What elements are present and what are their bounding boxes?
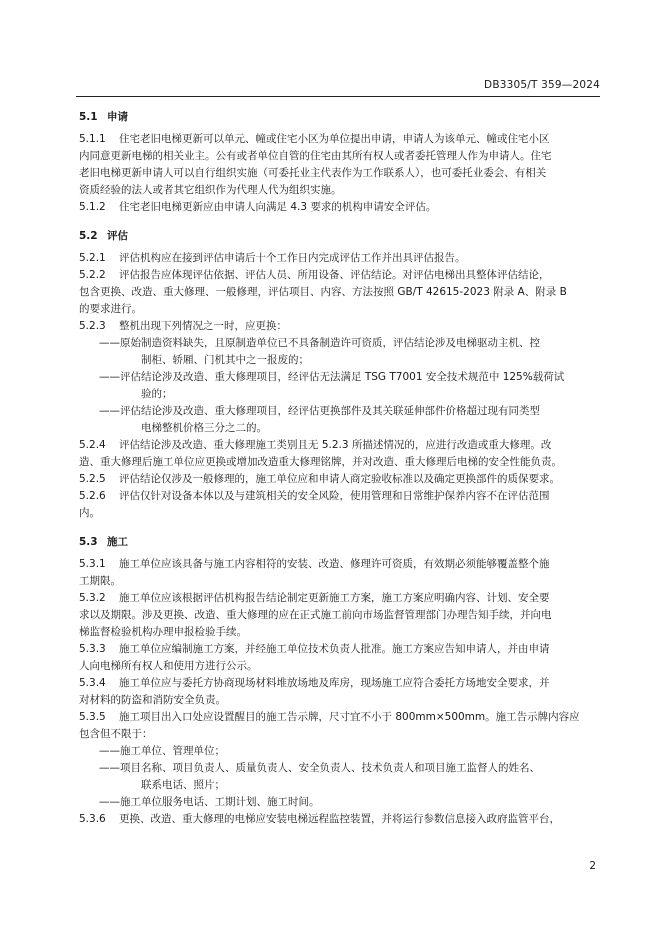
clause-text-line: 住宅老旧电梯更新应由申请人向满足 4.3 要求的机构申请安全评估。 bbox=[119, 201, 437, 213]
dash-list-item bbox=[99, 369, 601, 403]
clause bbox=[79, 131, 601, 199]
dash-item-text: ——评估结论涉及改造、重大修理项目，经评估无法满足 TSG T7001 安全技术规范中 125%载荷试 bbox=[99, 371, 565, 383]
header-rule bbox=[76, 96, 600, 97]
dash-item-text: ——评估结论涉及改造、重大修理项目，经评估更换部件及其关联延伸部件价格超过现有同类型 bbox=[99, 405, 540, 417]
section-number: 5.1 bbox=[79, 111, 98, 123]
clause bbox=[79, 199, 601, 216]
clause bbox=[79, 556, 601, 590]
clause bbox=[79, 811, 601, 828]
page-number: 2 bbox=[589, 860, 596, 872]
dash-list-item bbox=[99, 743, 601, 760]
clause-text-line: 评估机构应在接到评估申请后十个工作日内完成评估工作并出具评估报告。 bbox=[119, 252, 466, 264]
clause bbox=[79, 709, 601, 743]
clause-text-line: 的要求进行。 bbox=[79, 303, 142, 315]
clause-text-line: 对材料的防盗和消防安全负责。 bbox=[79, 694, 226, 706]
clause-text-line: 求以及期限。涉及更换、改造、重大修理的应在正式施工前向市场监督管理部门办理告知手续，并向电 bbox=[79, 609, 552, 621]
clause-text-line: 资质经验的法人或者其它组织作为代理人代为组织实施。 bbox=[79, 184, 342, 196]
clause-text-line: 评估报告应体现评估依据、评估人员、所用设备、评估结论。对评估电梯出具整体评估结论， bbox=[119, 269, 550, 281]
dash-item-continuation: 联系电话、照片； bbox=[141, 779, 225, 791]
clause-text-line: 施工单位应与委托方协商现场材料堆放场地及库房，现场施工应符合委托方场地安全要求，并 bbox=[119, 677, 550, 689]
dash-item-text: ——施工单位、管理单位； bbox=[99, 745, 225, 757]
dash-item-text: ——项目名称、项目负责人、质量负责人、安全负责人、技术负责人和项目施工监督人的姓名、 bbox=[99, 762, 540, 774]
clause-number: 5.3.6 bbox=[79, 813, 106, 825]
clause bbox=[79, 471, 601, 488]
clause-number: 5.2.1 bbox=[79, 252, 106, 264]
dash-item-continuation: 验的； bbox=[141, 388, 173, 400]
clause-text-line: 造、重大修理后施工单位应更换或增加改造重大修理铭牌，并对改造、重大修理后电梯的安全性能负责。 bbox=[79, 456, 562, 468]
clause-text-line: 更换、改造、重大修理的电梯应安装电梯远程监控装置，并将运行参数信息接入政府监管平台， bbox=[119, 813, 560, 825]
clause-number: 5.3.2 bbox=[79, 592, 106, 604]
dash-item-continuation: 制柜、轿厢、门机其中之一报废的； bbox=[141, 354, 309, 366]
section-number: 5.3 bbox=[79, 536, 98, 548]
section-heading bbox=[79, 109, 601, 126]
dash-item-continuation: 电梯整机价格三分之二的。 bbox=[141, 422, 267, 434]
clause bbox=[79, 675, 601, 709]
clause-text-line: 老旧电梯更新申请人可以自行组织实施（可委托业主代表作为工作联系人），也可委托业委会、有相关 bbox=[79, 167, 547, 179]
clause-number: 5.3.1 bbox=[79, 558, 106, 570]
clause-number: 5.1.1 bbox=[79, 133, 106, 145]
clause-text-line: 包含但不限于： bbox=[79, 728, 153, 740]
clause-text-line: 施工单位应该具备与施工内容相符的安装、改造、修理许可资质，有效期必须能够覆盖整个施 bbox=[119, 558, 550, 570]
clause-number: 5.2.4 bbox=[79, 439, 106, 451]
clause-number: 5.1.2 bbox=[79, 201, 106, 213]
section-title: 评估 bbox=[107, 230, 128, 242]
document-id: DB3305/T 359—2024 bbox=[484, 79, 600, 91]
dash-item-text: ——施工单位服务电话、工期计划、施工时间。 bbox=[99, 796, 320, 808]
clause bbox=[79, 318, 601, 335]
clause bbox=[79, 590, 601, 641]
clause-text-line: 人向电梯所有权人和使用方进行公示。 bbox=[79, 660, 258, 672]
clause-number: 5.2.6 bbox=[79, 490, 106, 502]
clause-text-line: 包含更换、改造、重大修理、一般修理，评估项目、内容、方法按照 GB/T 42615-2023 附录 A、附录 B bbox=[79, 286, 567, 298]
dash-list-item bbox=[99, 335, 601, 369]
clause-text-line: 施工项目出入口处应设置醒目的施工告示牌，尺寸宜不小于 800mm×500mm。施工告示牌内容应 bbox=[119, 711, 580, 723]
dash-item-text: ——原始制造资料缺失，且原制造单位已不具备制造许可资质，评估结论涉及电梯驱动主机、控 bbox=[99, 337, 540, 349]
section-heading bbox=[79, 534, 601, 551]
clause-number: 5.3.3 bbox=[79, 643, 106, 655]
clause-text-line: 施工单位应编制施工方案，并经施工单位技术负责人批准。施工方案应告知申请人，并由申请 bbox=[119, 643, 550, 655]
clause-text-line: 住宅老旧电梯更新可以单元、幢或住宅小区为单位提出申请，申请人为该单元、幢或住宅小区 bbox=[119, 133, 550, 145]
clause-number: 5.3.5 bbox=[79, 711, 106, 723]
clause-text-line: 内同意更新电梯的相关业主。公有或者单位自管的住宅由其所有权人或者委托管理人作为申请人。住宅 bbox=[79, 150, 552, 162]
dash-list-item bbox=[99, 760, 601, 794]
section-title: 申请 bbox=[107, 111, 128, 123]
clause bbox=[79, 641, 601, 675]
document-body bbox=[79, 109, 601, 828]
clause bbox=[79, 250, 601, 267]
section-title: 施工 bbox=[107, 536, 128, 548]
clause-number: 5.2.5 bbox=[79, 473, 106, 485]
section-number: 5.2 bbox=[79, 230, 98, 242]
clause-text-line: 评估仅针对设备本体以及与建筑相关的安全风险，使用管理和日常维护保养内容不在评估范围 bbox=[119, 490, 550, 502]
clause bbox=[79, 437, 601, 471]
clause-text-line: 整机出现下列情况之一时，应更换： bbox=[119, 320, 287, 332]
dash-list-item bbox=[99, 403, 601, 437]
clause-number: 5.2.3 bbox=[79, 320, 106, 332]
section-heading bbox=[79, 228, 601, 245]
clause-text-line: 工期限。 bbox=[79, 575, 121, 587]
dash-list-item bbox=[99, 794, 601, 811]
clause-text-line: 施工单位应该根据评估机构报告结论制定更新施工方案，施工方案应明确内容、计划、安全要 bbox=[119, 592, 550, 604]
clause-number: 5.3.4 bbox=[79, 677, 106, 689]
clause-text-line: 内。 bbox=[79, 507, 100, 519]
clause-text-line: 评估结论仅涉及一般修理的，施工单位应和申请人商定验收标准以及确定更换部件的质保要求。 bbox=[119, 473, 560, 485]
clause-text-line: 梯监督检验机构办理申报检验手续。 bbox=[79, 626, 247, 638]
clause-number: 5.2.2 bbox=[79, 269, 106, 281]
clause bbox=[79, 488, 601, 522]
clause bbox=[79, 267, 601, 318]
clause-text-line: 评估结论涉及改造、重大修理施工类别且无 5.2.3 所描述情况的，应进行改造或重大修理。改 bbox=[119, 439, 552, 451]
